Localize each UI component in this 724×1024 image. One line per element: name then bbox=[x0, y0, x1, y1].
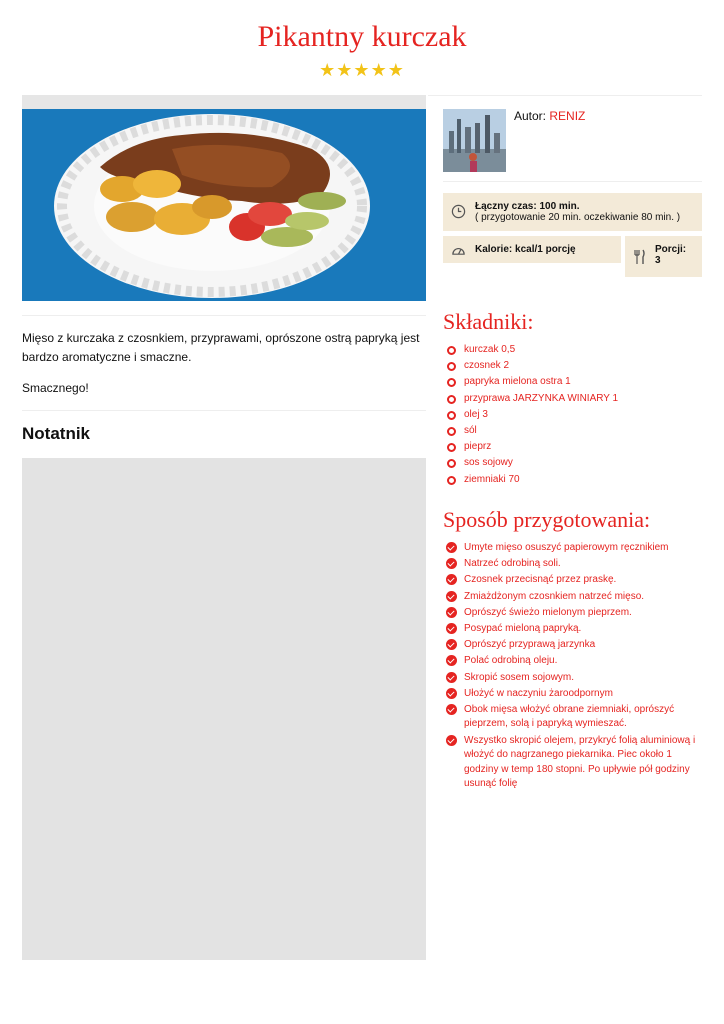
ingredient-item bbox=[446, 375, 706, 391]
time-detail: ( przygotowanie 20 min. oczekiwanie 80 min. ) bbox=[475, 212, 681, 223]
check-circle-icon bbox=[446, 623, 457, 634]
ingredient-text: sos sojowy bbox=[464, 457, 513, 469]
ring-bullet-icon bbox=[447, 476, 456, 485]
ingredient-text: kurczak 0,5 bbox=[464, 344, 516, 355]
total-time-label: Łączny czas: 100 min. bbox=[475, 201, 580, 212]
ingredient-item bbox=[446, 392, 706, 408]
step-item bbox=[446, 606, 698, 621]
ingredient-text: ziemniaki 70 bbox=[464, 473, 520, 485]
recipe-title: Pikantny kurczak bbox=[257, 20, 467, 53]
check-circle-icon bbox=[446, 558, 457, 569]
ingredient-text: papryka mielona ostra 1 bbox=[464, 376, 571, 388]
portions-box bbox=[625, 236, 702, 277]
author-line bbox=[514, 109, 585, 123]
author-label: Autor: bbox=[514, 109, 547, 123]
notes-title: Notatnik bbox=[22, 424, 90, 443]
calories-box bbox=[443, 236, 621, 263]
step-item bbox=[446, 703, 698, 732]
divider bbox=[428, 95, 702, 96]
divider bbox=[443, 181, 702, 182]
step-text: Ułożyć w naczyniu żaroodpornym bbox=[464, 687, 613, 699]
check-circle-icon bbox=[446, 704, 457, 715]
ingredient-text: czosnek 2 bbox=[464, 360, 510, 372]
cutlery-icon bbox=[633, 249, 646, 265]
ingredient-item bbox=[446, 440, 706, 456]
step-text: Oprószyć przyprawą jarzynka bbox=[464, 639, 596, 651]
recipe-photo bbox=[22, 109, 426, 301]
step-text: Czosnek przecisnąć przez praskę. bbox=[464, 574, 617, 586]
ingredient-item bbox=[446, 343, 706, 359]
step-text: Obok mięsa włożyć obrane ziemniaki, oprószyć pieprzem, solą i papryką wymieszać. bbox=[464, 703, 675, 730]
recipe-description bbox=[22, 329, 424, 410]
clock-icon bbox=[451, 204, 466, 219]
ring-bullet-icon bbox=[447, 378, 456, 387]
portions-label: Porcji: bbox=[655, 244, 687, 255]
step-text: Zmiażdżonym czosnkiem natrzeć mięso. bbox=[464, 590, 645, 602]
step-item bbox=[446, 638, 698, 653]
ring-bullet-icon bbox=[447, 411, 456, 420]
check-circle-icon bbox=[446, 574, 457, 585]
step-item bbox=[446, 654, 698, 669]
portions-value: 3 bbox=[655, 255, 661, 266]
steps-title: Sposób przygotowania: bbox=[443, 507, 651, 532]
check-circle-icon bbox=[446, 639, 457, 650]
ingredients-list bbox=[446, 343, 706, 489]
step-item bbox=[446, 687, 698, 702]
image-top-bar bbox=[22, 95, 426, 109]
step-text: Wszystko skropić olejem, przykryć folią aluminiową i włożyć do nagrzanego piekarnika. Piec około 1 godziny w temp 180 stopni. Po upływie pół godziny usunąć folię bbox=[464, 734, 696, 790]
check-circle-icon bbox=[446, 672, 457, 683]
step-item bbox=[446, 734, 698, 792]
check-circle-icon bbox=[446, 735, 457, 746]
ingredient-item bbox=[446, 456, 706, 472]
scale-icon bbox=[451, 242, 466, 257]
steps-list bbox=[446, 541, 698, 793]
calories-label: Kalorie: kcal/1 porcję bbox=[475, 244, 576, 255]
rating-stars-icon: ★★★★★ bbox=[319, 60, 405, 80]
ring-bullet-icon bbox=[447, 346, 456, 355]
ring-bullet-icon bbox=[447, 395, 456, 404]
step-item bbox=[446, 573, 698, 588]
total-time-box bbox=[443, 193, 702, 231]
ring-bullet-icon bbox=[447, 459, 456, 468]
step-text: Polać odrobiną oleju. bbox=[464, 655, 558, 667]
ingredient-text: pieprz bbox=[464, 441, 492, 453]
ingredient-item bbox=[446, 408, 706, 424]
ring-bullet-icon bbox=[447, 362, 456, 371]
author-avatar bbox=[443, 109, 506, 172]
divider bbox=[22, 315, 426, 316]
ingredient-item bbox=[446, 473, 706, 489]
step-text: Skropić sosem sojowym. bbox=[464, 671, 575, 683]
check-circle-icon bbox=[446, 542, 457, 553]
step-text: Natrzeć odrobiną soli. bbox=[464, 558, 561, 570]
ingredient-item bbox=[446, 424, 706, 440]
ring-bullet-icon bbox=[447, 427, 456, 436]
step-item bbox=[446, 590, 698, 605]
ingredients-title: Składniki: bbox=[443, 309, 534, 334]
ring-bullet-icon bbox=[447, 443, 456, 452]
ingredient-text: olej 3 bbox=[464, 408, 488, 420]
check-circle-icon bbox=[446, 607, 457, 618]
check-circle-icon bbox=[446, 688, 457, 699]
ingredient-text: sól bbox=[464, 424, 477, 436]
step-item bbox=[446, 671, 698, 686]
check-circle-icon bbox=[446, 655, 457, 666]
step-text: Umyte mięso osuszyć papierowym ręcznikiem bbox=[464, 542, 669, 553]
description-paragraph: Mięso z kurczaka z czosnkiem, przyprawami, oprószone ostrą papryką jest bardzo aromatyczne i smaczne. bbox=[22, 331, 420, 364]
step-item bbox=[446, 622, 698, 637]
check-circle-icon bbox=[446, 591, 457, 602]
notes-box[interactable] bbox=[22, 458, 426, 960]
step-text: Oprószyć świeżo mielonym pieprzem. bbox=[464, 606, 632, 618]
description-paragraph: Smacznego! bbox=[22, 381, 89, 395]
author-name-link[interactable]: RENIZ bbox=[549, 109, 586, 123]
step-text: Posypać mieloną papryką. bbox=[464, 622, 582, 634]
step-item bbox=[446, 557, 698, 572]
ingredient-item bbox=[446, 359, 706, 375]
divider bbox=[22, 410, 426, 411]
ingredient-text: przyprawa JARZYNKA WINIARY 1 bbox=[464, 392, 619, 404]
step-item bbox=[446, 541, 698, 556]
